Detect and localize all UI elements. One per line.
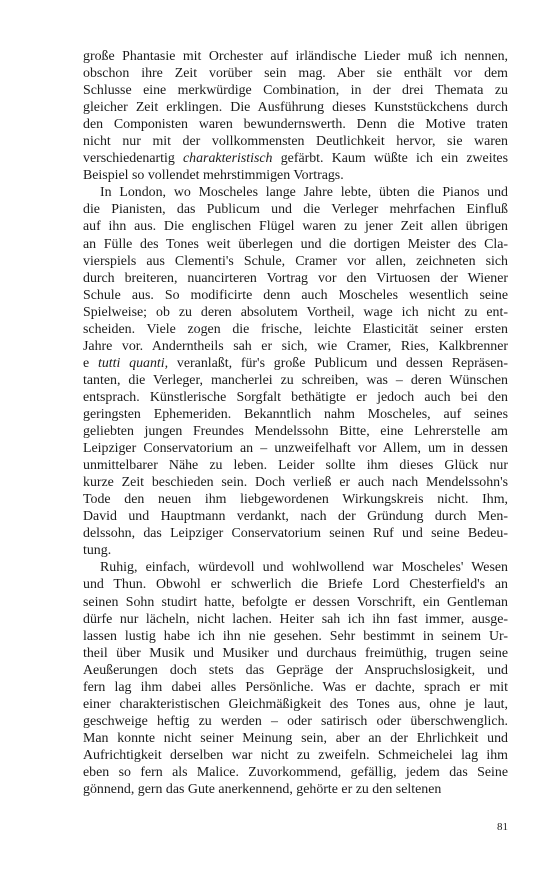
text-run: Beispiel so vollendet mehrstimmigen Vortrags. xyxy=(83,168,344,184)
text-line xyxy=(83,679,508,696)
text-run: delssohn, das Leipziger Conservatorium seinen Ruf und seine Bedeu- xyxy=(83,526,508,542)
text-run: geringsten Ephemeriden. Bekanntlich nahm Moscheles, auf seines xyxy=(83,406,508,422)
text-line xyxy=(83,133,508,150)
text-run: Spielweise; ob zu deren absolutem Vortheil, wage ich nicht zu ent- xyxy=(83,304,508,320)
text-line xyxy=(83,628,508,645)
text-line xyxy=(83,338,508,355)
text-line xyxy=(83,696,508,713)
text-line xyxy=(83,287,508,304)
page-number: 81 xyxy=(497,821,508,833)
text-run: Ruhig, einfach, würdevoll und wohlwollend war Moscheles' Wesen xyxy=(100,560,508,576)
text-line xyxy=(83,65,508,82)
text-run: seinen Sohn studirt hatte, befolgte er dessen Vorschrift, ein Gentleman xyxy=(83,594,508,610)
text-run: kurze Zeit beschieden sein. Doch verließ er auch nach Mendelssohn's xyxy=(83,475,508,491)
paragraph xyxy=(83,184,508,559)
text-line xyxy=(83,491,508,508)
text-line xyxy=(83,389,508,406)
text-run: Aeußerungen doch stets das Gepräge der Anspruchslosigkeit, und xyxy=(83,662,508,678)
text-line xyxy=(83,406,508,423)
text-run: dürfe nur lächeln, nicht lachen. Heiter sah ich ihn fast immer, ausge- xyxy=(83,611,508,627)
text-line xyxy=(83,82,508,99)
text-line xyxy=(83,184,508,201)
text-run: In London, wo Moscheles lange Jahre lebte, übten die Pianos und xyxy=(100,185,508,201)
text-run: die Pianisten, das Publicum und die Verleger mehrfachen Einfluß xyxy=(83,202,508,218)
text-line xyxy=(83,304,508,321)
text-run: Man konnte nicht seiner Meinung sein, aber an der Ehrlichkeit und xyxy=(83,730,508,746)
text-run: und Thun. Obwohl er schwerlich die Briefe Lord Chesterfield's an xyxy=(83,577,508,593)
text-run: Leipziger Conservatorium an – unzweifelhaft vor Allem, um in dessen xyxy=(83,441,508,457)
text-run: auf ihn aus. Die englischen Flügel waren zu jener Zeit allen übrigen xyxy=(83,219,508,235)
text-line xyxy=(83,525,508,542)
text-run: nicht nur mit der vollkommensten Deutlichkeit hervor, sie waren xyxy=(83,134,508,150)
italic-text: charakteristisch xyxy=(183,151,273,167)
text-run: geschweige heftig zu werden – oder satirisch oder überschwenglich. xyxy=(83,713,508,729)
text-run: Tode den neuen ihm liebgewordenen Wirkungskreis nicht. Ihm, xyxy=(83,492,508,508)
text-run: veranlaßt, für's große Publicum und dessen Repräsen- xyxy=(168,355,509,371)
text-line xyxy=(83,372,508,389)
text-run: Schule aus. So modificirte denn auch Moscheles wesentlich seine xyxy=(83,287,508,303)
text-run: fern lag ihm dabei alles Persönliche. Was er dachte, sprach er mit xyxy=(83,679,508,695)
text-run: Jahre vor. Anderntheils sah er sich, wie Cramer, Ries, Kalkbrenner xyxy=(83,338,508,354)
text-run: verschiedenartig xyxy=(83,151,183,167)
text-line xyxy=(83,270,508,287)
text-run: scheiden. Viele zogen die frische, leichte Elasticität seiner ersten xyxy=(83,321,508,337)
text-line xyxy=(83,99,508,116)
text-line xyxy=(83,576,508,593)
text-line xyxy=(83,594,508,611)
text-run: Schlusse eine merkwürdige Combination, in der drei Themata zu xyxy=(83,83,508,99)
paragraph xyxy=(83,48,508,184)
text-line xyxy=(83,747,508,764)
text-line xyxy=(83,116,508,133)
text-line xyxy=(83,236,508,253)
paragraph xyxy=(83,559,508,798)
text-run: große Phantasie mit Orchester auf irländische Lieder muß ich nennen, xyxy=(83,49,508,64)
text-line xyxy=(83,321,508,338)
text-line xyxy=(83,355,508,372)
text-run: e xyxy=(83,355,98,371)
text-run: durch breiteren, nuancirteren Vortrag vor den Virtuosen der Wiener xyxy=(83,270,508,286)
text-line xyxy=(83,440,508,457)
text-run: gönnend, gern das Gute anerkennend, gehörte er zu den seltenen xyxy=(83,782,442,798)
text-run: tanten, die Verleger, mancherlei zu schreiben, was – deren Wünschen xyxy=(83,372,508,388)
text-run: einer charakteristischen Gleichmäßigkeit des Tones aus, ohne je laut, xyxy=(83,696,508,712)
text-line xyxy=(83,662,508,679)
text-line xyxy=(83,474,508,491)
text-line xyxy=(83,150,508,167)
text-line xyxy=(83,457,508,474)
text-line xyxy=(83,764,508,781)
text-run: obschon ihre Zeit vorüber sein mag. Aber sie enthält vor dem xyxy=(83,66,508,82)
text-run: den Componisten waren bewundernswerth. Denn die Motive traten xyxy=(83,117,508,133)
text-run: entsprach. Künstlerische Sorgfalt bethätigte er jedoch auch bei den xyxy=(83,389,508,405)
text-run: theil über Musik und Musiker und durchaus freimüthig, trugen seine xyxy=(83,645,508,661)
text-line xyxy=(83,559,508,576)
text-run: eben so fern als Malice. Zuvorkommend, gefällig, jedem das Seine xyxy=(83,764,508,780)
text-line xyxy=(83,730,508,747)
text-line xyxy=(83,423,508,440)
text-line xyxy=(83,201,508,218)
text-run: an Fülle des Tones weit überlegen und die dortigen Meister des Cla- xyxy=(83,236,508,252)
text-line xyxy=(83,48,508,65)
text-run: lassen lustig habe ich ihn nie gesehen. Sehr bestimmt in seinem Ur- xyxy=(83,628,508,644)
text-run: David und Hauptmann verdankt, nach der Gründung durch Men- xyxy=(83,509,508,525)
italic-text: tutti quanti, xyxy=(97,355,169,371)
text-line xyxy=(83,781,508,798)
text-line xyxy=(83,253,508,270)
text-run: gefärbt. Kaum wüßte ich ein zweites xyxy=(272,151,508,167)
text-line xyxy=(83,508,508,525)
text-line xyxy=(83,611,508,628)
text-run: tung. xyxy=(83,543,112,559)
text-run: unmittelbarer Nähe zu leben. Leider sollte ihm dieses Glück nur xyxy=(83,458,508,474)
text-run: geliebten jungen Freundes Mendelssohn Bitte, eine Lehrerstelle am xyxy=(83,424,508,440)
text-line xyxy=(83,167,508,184)
text-run: gleicher Zeit erklingen. Die Ausführung dieses Kunststückchens durch xyxy=(83,100,508,116)
text-line xyxy=(83,713,508,730)
text-run: Aufrichtigkeit derselben war nicht zu zweifeln. Schmeichelei lag ihm xyxy=(83,747,508,763)
text-run: vierspiels aus Clementi's Schule, Cramer vor allen, zeichneten sich xyxy=(83,253,508,269)
text-line xyxy=(83,218,508,235)
text-line xyxy=(83,542,508,559)
text-line xyxy=(83,645,508,662)
body-text xyxy=(83,48,508,798)
